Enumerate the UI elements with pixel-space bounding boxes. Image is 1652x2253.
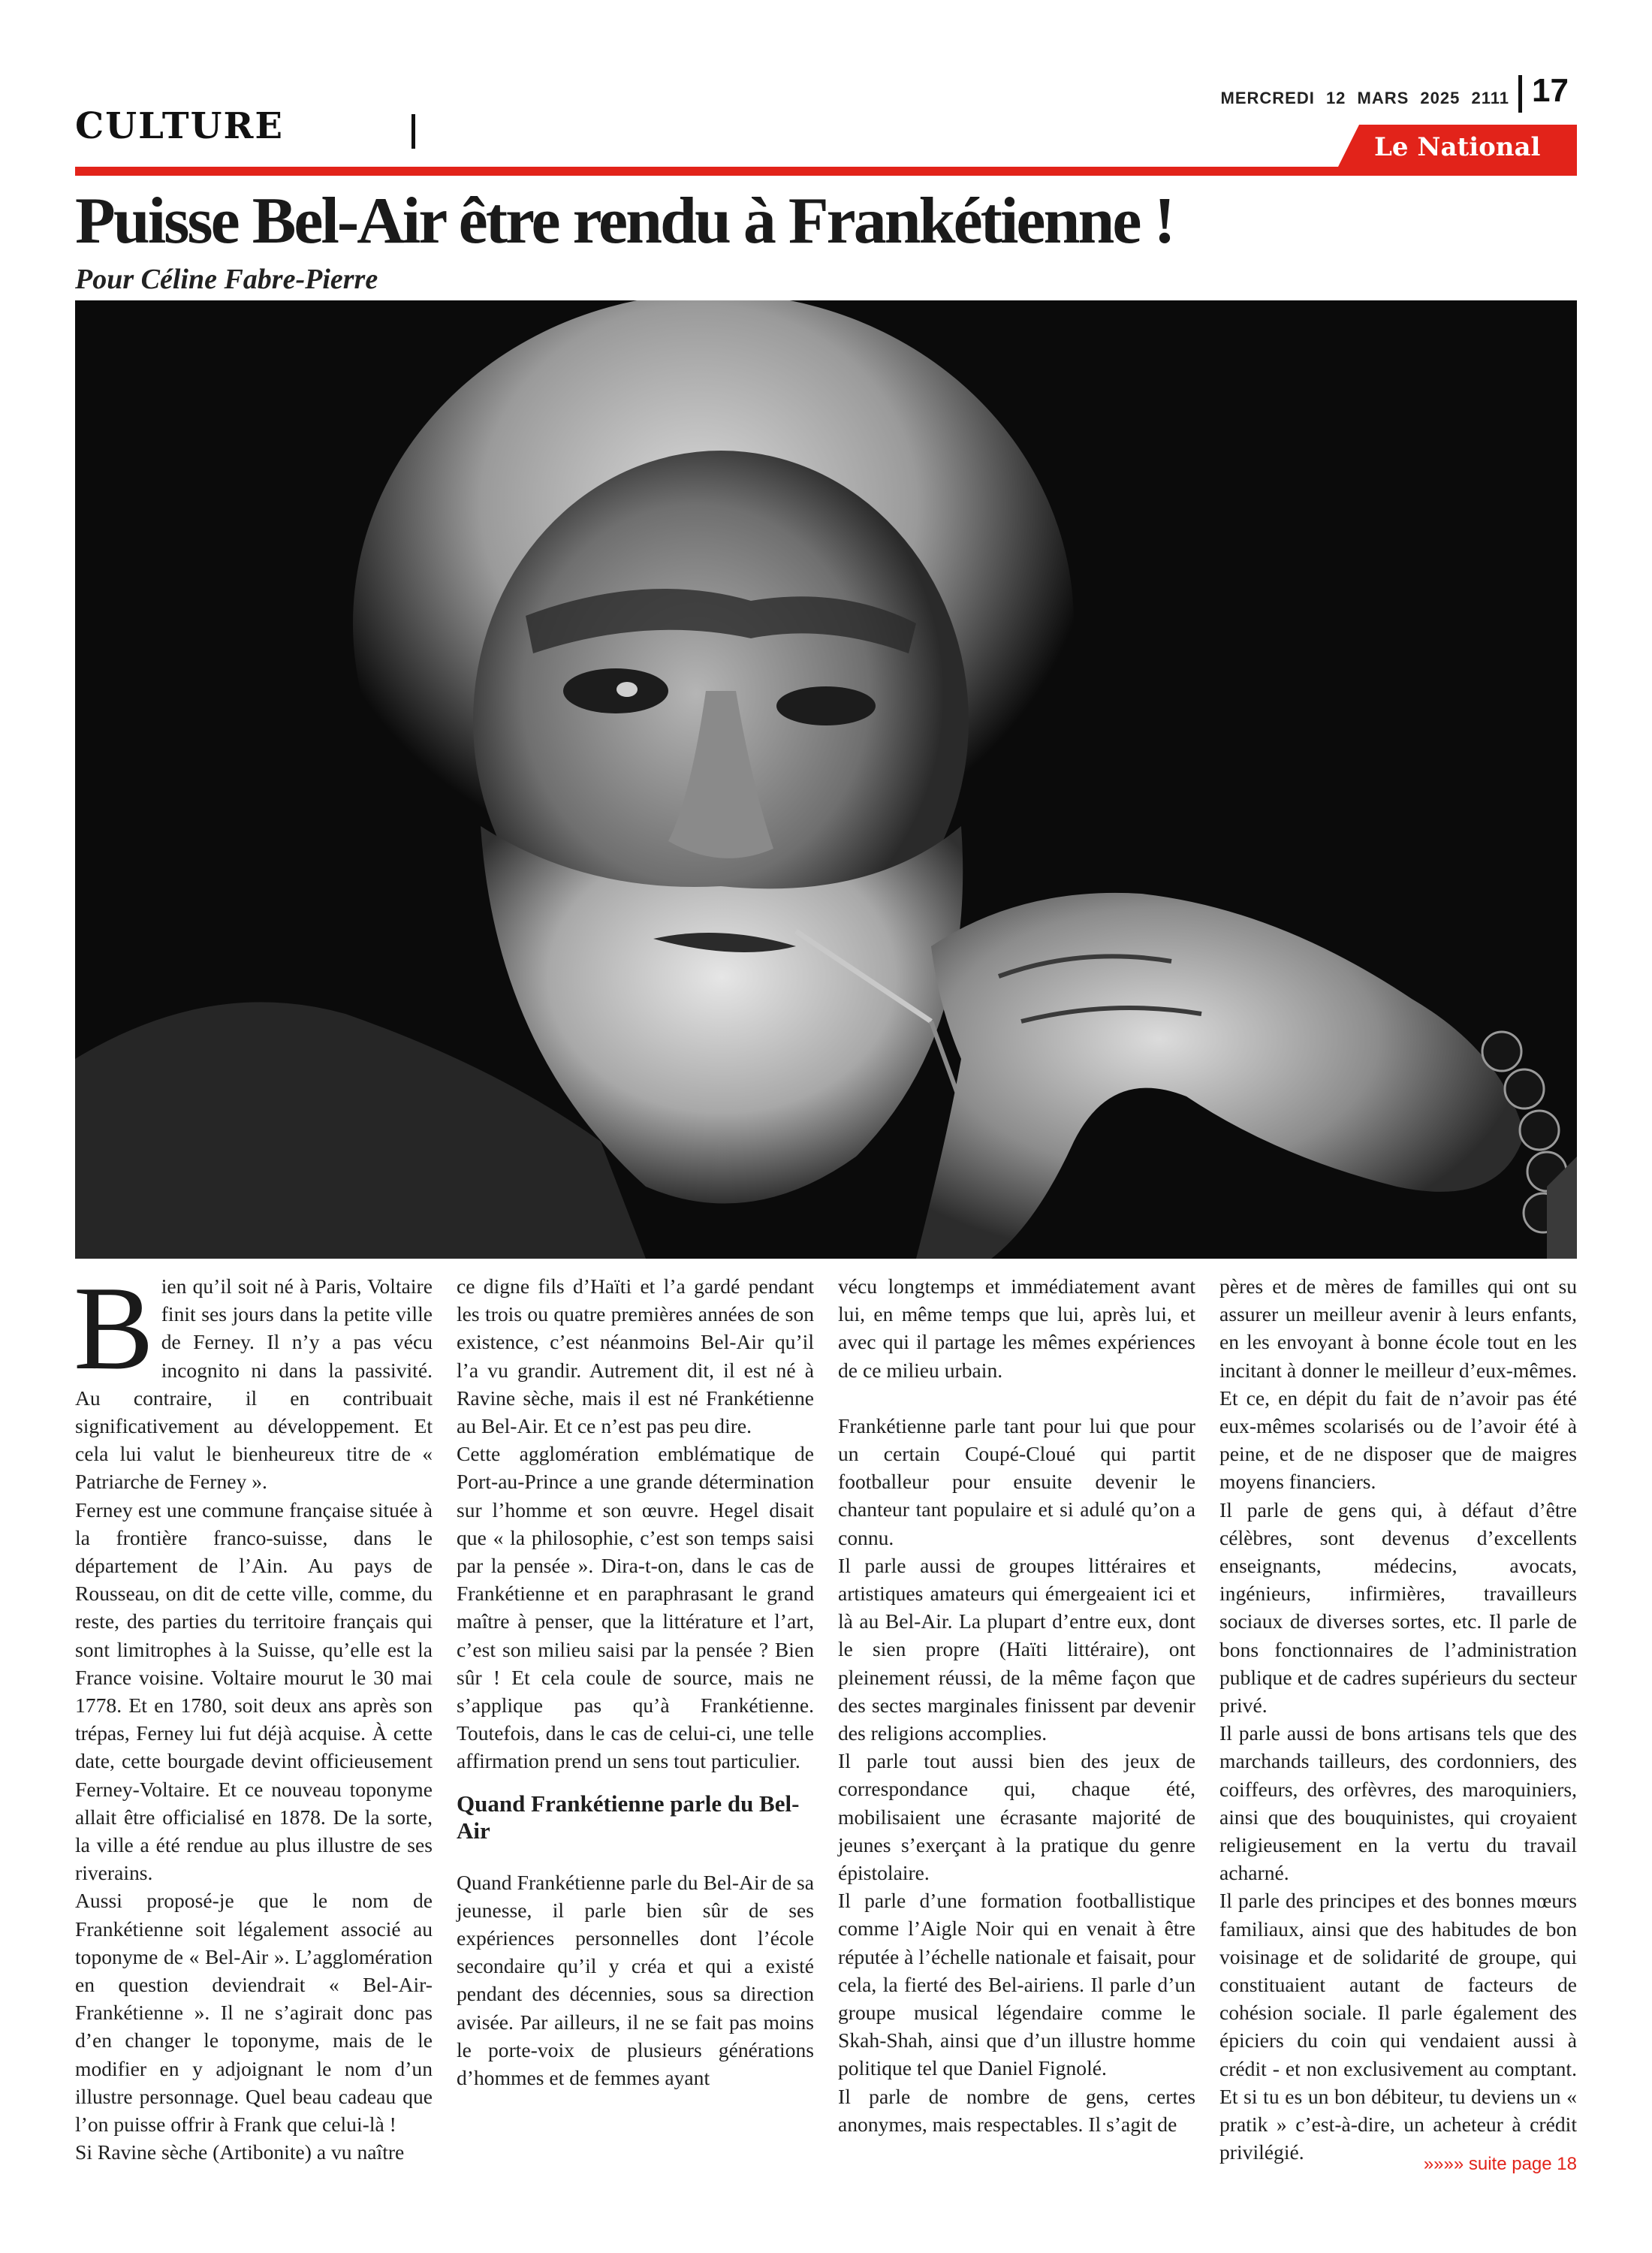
paragraph: pères et de mères de familles qui ont su assurer un meilleur avenir à leurs enfants, en les envoyant à bonne école tout en les incitant à donner le meilleur d’eux-mêmes. Et ce, en dépit du fait de n’avoir pas été eux-mêmes scolarisés ou de l’avoir été à peine, et de ne disposer que de maigres moyens financiers. [1219,1274,1577,1494]
portrait-photo [75,300,1577,1259]
paragraph: Quand Frankétienne parle du Bel-Air de sa jeunesse, il parle bien sûr de ses expériences personnelles dont l’école secondaire qu’il y créa et qui a existé pendant des décennies, sous sa direction avisée. Par ailleurs, il ne se fait pas moins le porte-voix de plusieurs générations d’hommes et de femmes ayant [457,1870,814,2090]
paragraph: Aussi proposé-je que le nom de Frankétienne soit légalement associé au toponyme de « Bel-Air ». L’agglomération en question deviendrait « Bel-Air-Frankétienne ». Il ne s’agirait donc pas d’en changer le toponyme, mais de le modifier en y adjoignant le nom d’un illustre personnage. Quel beau cadeau que l’on puisse offrir à Frank que celui-là ! [75,1889,433,2137]
article-column-2 [457,1272,814,2092]
paragraph: Il parle tout aussi bien des jeux de correspondance qui, chaque été, mobilisaient une écrasante majorité de jeunes s’exerçant à la pratique du genre épistolaire. [838,1749,1195,1885]
paragraph: Il parle de nombre de gens, certes anonymes, mais respectables. Il s’agit de [838,2084,1195,2136]
paragraph: Si Ravine sèche (Artibonite) a vu naître [75,2140,405,2164]
paragraph: ce digne fils d’Haïti et l’a gardé pendant les trois ou quatre premières années de son existence, c’est néanmoins Bel-Air qu’il l’a vu grandir. Autrement dit, il est né à Ravine sèche, mais il est né Frankétienne au Bel-Air. Et ce n’est pas peu dire. [457,1274,814,1438]
article-column-4 [1219,1272,1577,2167]
article-column-1 [74,1261,433,2167]
paragraph: Il parle aussi de groupes littéraires et artistiques amateurs qui émergeaient ici et là au Bel-Air. La plupart d’entre eux, dont le sien propre (Haïti littéraire), ont pleinement réussi, de la même façon que des sectes marginales finissent par devenir des religions accomplies. [838,1553,1195,1745]
continuation-link[interactable]: »»»» suite page 18 [1423,2154,1577,2174]
paragraph: Cette agglomération emblématique de Port-au-Prince a une grande détermination sur l’homme et son œuvre. Hegel disait que « la philosophie, c’est son temps saisi par la pensée ». Dira-t-on, dans le cas de Frankétienne et en paraphrasant le grand maître à penser, que la littérature et l’art, c’est son milieu saisi par la pensée ? Bien sûr ! Et cela coule de source, mais ne s’applique pas qu’à Frankétienne. Toutefois, dans le cas de celui-ci, une telle affirmation prend un sens tout particulier. [457,1442,814,1773]
page-number: 17 [1532,72,1569,109]
paragraph: Ferney est une commune française située à la frontière franco-suisse, dans le département de l’Ain. Au pays de Rousseau, on dit de cette ville, comme, du reste, des parties du territoire français qui sont limitrophes à la Suisse, qu’elle est la France voisine. Voltaire mourut le 30 mai 1778. Et en 1780, soit deux ans après son trépas, Ferney lui fut déjà acquise. À cette date, cette bourgade devint officieusement Ferney-Voltaire. Et ce nouveau toponyme allait être officialisé en 1878. De la sorte, la ville a été rendue au plus illustre de ses riverains. [75,1497,433,1885]
brand-name: Le National [1374,132,1541,162]
paragraph: Il parle d’une formation footballistique comme l’Aigle Noir qui en venait à être réputée à l’échelle nationale et faisait, pour cela, la fierté des Bel-airiens. Il parle d’un groupe musical légendaire comme le Skah-Shah, ainsi que d’un illustre homme politique tel que Daniel Fignolé. [838,1889,1195,2080]
drop-cap: B [74,1261,154,1395]
section-divider [411,114,415,149]
paragraph: Il parle aussi de bons artisans tels que des marchands tailleurs, des cordonniers, des coiffeurs, des orfèvres, des maroquiniers, ainsi que des bouquinistes, qui croyaient religieusement en la vertu du travail acharné. [1219,1721,1577,1885]
article-column-3 [838,1272,1195,2138]
paragraph: Frankétienne parle tant pour lui que pour un certain Coupé-Cloué qui partit footballeur pour ensuite devenir le chanteur tant populaire et si adulé qu’on a connu. [838,1413,1195,1549]
header-rule [75,167,1577,176]
paragraph-gap [838,1384,1195,1412]
page-number-divider [1518,75,1522,113]
paragraph: Il parle de gens qui, à défaut d’être célèbres, sont devenus d’excellents enseignants, médecins, avocats, ingénieurs, infirmières, travailleurs sociaux de diverses sortes, etc. Il parle de bons fonctionnaires de l’administration publique et de cadres supérieurs du secteur privé. [1219,1497,1577,1718]
paragraph: Il parle des principes et des bonnes mœurs familiaux, ainsi que des habitudes de bon voisinage et de solidarité de groupe, qui constituaient autant de facteurs de cohésion sociale. Il parle également des épiciers du coin qui vendaient aussi à crédit - et non exclusivement au comptant. Et si tu es un bon débiteur, tu deviens un « pratik » c’est-à-dire, un acheteur à crédit privilégié. [1219,1889,1577,2164]
subheading: Quand Frankétienne parle du Bel-Air [457,1790,800,1844]
paragraph: vécu longtemps et immédiatement avant lui, en même temps que lui, après lui, et avec qui il partage les mêmes expériences de ce milieu urbain. [838,1274,1195,1382]
section-label: CULTURE [75,105,284,147]
byline: Pour Céline Fabre-Pierre [75,264,378,295]
headline: Puisse Bel-Air être rendu à Frankétienne ! [75,185,1174,258]
dateline: MERCREDI 12 MARS 2025 2111 [1220,89,1509,107]
portrait-illustration [75,300,1577,1259]
paragraph: ien qu’il soit né à Paris, Voltaire finit ses jours dans la petite ville de Ferney. Il n’y a pas vécu incognito ni dans la passivité. Au contraire, il en contribuait significativement au développement. Et cela lui valut le bienheureux titre de « Patriarche de Ferney ». [75,1274,433,1494]
